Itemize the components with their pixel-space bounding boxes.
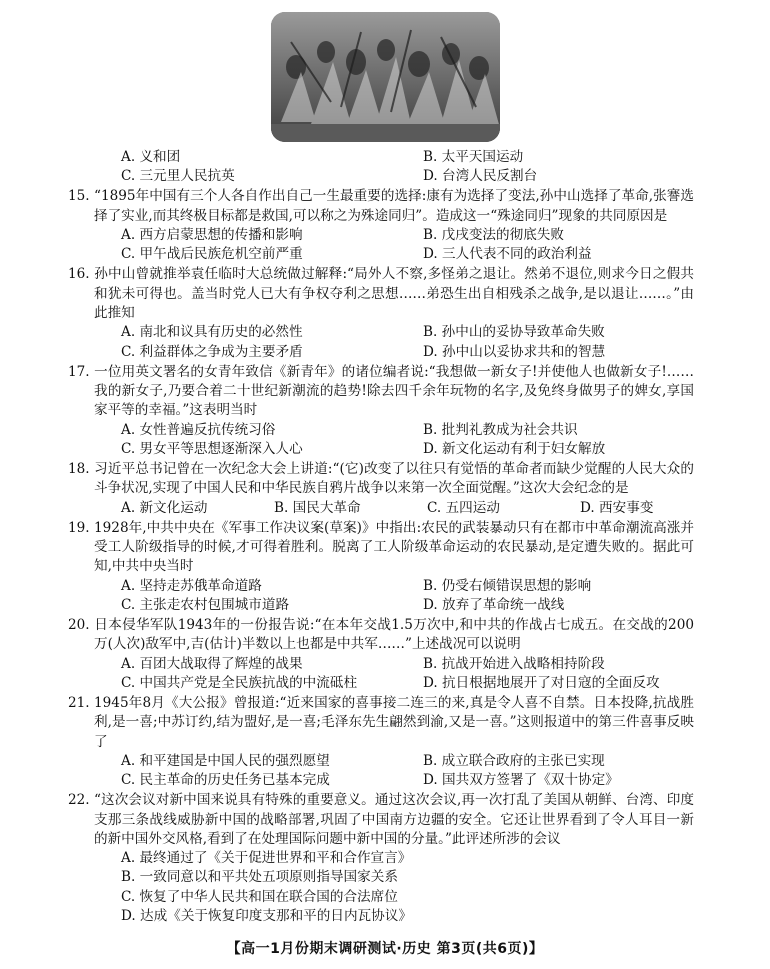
question-number: 19.: [68, 519, 90, 536]
question-16: [68, 265, 694, 361]
option-b: B. 戊戌变法的彻底失败: [423, 227, 564, 243]
q14-option-b: B. 太平天国运动: [423, 149, 524, 165]
option-d: D. 达成《关于恢复印度支那和平的日内瓦协议》: [121, 907, 412, 924]
option-d: D. 抗日根据地展开了对日寇的全面反攻: [423, 674, 660, 691]
q14-option-c: C. 三元里人民抗英: [121, 168, 235, 185]
exam-page: [68, 148, 694, 926]
option-a: A. 女性普遍反抗传统习俗: [121, 421, 276, 438]
option-d: D. 放弃了革命统一战线: [423, 596, 565, 613]
question-17: [68, 363, 694, 459]
option-b: B. 成立联合政府的主张已实现: [423, 752, 605, 769]
question-stem: 日本侵华军队1943年的一份报告说:“在本年交战1.5万次中,和中共的作战占七成五。在交战的200万(人次)敌军中,吉(估计)半数以上也都是中共军……”上述战况可以说明: [94, 617, 694, 653]
option-c: C. 恢复了中华人民共和国在联合国的合法席位: [121, 888, 398, 905]
option-c: C. 五四运动: [427, 499, 500, 516]
option-a: A. 坚持走苏俄革命道路: [121, 577, 262, 594]
option-a: A. 百团大战取得了辉煌的战果: [121, 655, 303, 672]
q14-option-d: D. 台湾人民反割台: [423, 168, 538, 185]
option-a: A. 新文化运动: [121, 499, 208, 516]
option-c: C. 男女平等思想逐渐深入人心: [121, 440, 303, 457]
question-stem: 一位用英文署名的女青年致信《新青年》的诸位编者说:“我想做一新女子!并使他人也做新女子!……我的新女子,乃要合着二十世纪新潮流的趋势!除去四千余年玩物的名字,及免终身做男子的婢女,享国家平等的幸福。”这表明当时: [94, 363, 694, 419]
question-21: [68, 694, 694, 790]
option-b: B. 孙中山的妥协导致革命失败: [423, 324, 605, 341]
question-number: 22.: [68, 792, 90, 809]
option-a: A. 西方启蒙思想的传播和影响: [121, 227, 303, 243]
question-19: [68, 519, 694, 615]
option-b: B. 一致同意以和平共处五项原则指导国家关系: [121, 869, 398, 886]
option-b: B. 仍受右倾错误思想的影响: [423, 577, 592, 594]
question-18: [68, 460, 694, 518]
option-b: B. 批判礼教成为社会共识: [423, 421, 578, 438]
option-d: D. 国共双方签署了《双十协定》: [423, 772, 619, 789]
question-stem: 1945年8月《大公报》曾报道:“近来国家的喜事接二连三的来,真是令人喜不自禁。日本投降,抗战胜利,是一喜;中苏订约,结为盟好,是一喜;毛泽东先生翩然到渝,又是一喜。”这则报道中的第三件喜事反映了: [94, 695, 694, 750]
q14-options-row-1: [94, 148, 694, 167]
question-stem: “1895年中国有三个人各自作出自己一生最重要的选择:康有为选择了变法,孙中山选择了革命,张謇选择了实业,而其终极目标都是救国,可以称之为殊途同归”。造成这一“殊途同归”现象的共同原因是: [94, 188, 694, 224]
question-number: 15.: [68, 188, 90, 205]
relief-sculpture-image: [271, 12, 500, 142]
question-number: 21.: [68, 695, 90, 712]
question-number: 16.: [68, 266, 90, 283]
q14-options-row-2: [94, 167, 694, 186]
question-22: [68, 791, 694, 926]
option-d: D. 孙中山以妥协求共和的智慧: [423, 343, 606, 360]
question-20: [68, 616, 694, 693]
question-stem: “这次会议对新中国来说具有特殊的重要意义。通过这次会议,再一次打乱了美国从朝鲜、台湾、印度支那三条战线威胁新中国的战略部署,巩固了中国南方边疆的安全。它还让世界看到了令人耳目一新的新中国外交风格,看到了在处理国际问题中新中国的分量。”此评述所涉的会议: [94, 792, 694, 847]
option-d: D. 新文化运动有利于妇女解放: [423, 440, 606, 457]
option-c: C. 中国共产党是全民族抗战的中流砥柱: [121, 674, 358, 691]
question-15: [68, 187, 694, 264]
q14-option-a: A. 义和团: [121, 149, 181, 165]
option-d: D. 三人代表不同的政治利益: [423, 246, 592, 263]
question-stem: 1928年,中共中央在《军事工作决议案(草案)》中指出:农民的武装暴动只有在都市中革命潮流高涨并受工人阶级指导的时候,才可得着胜利。脱离了工人阶级革命运动的农民暴动,是定遭失败的。据此可知,中共中央当时: [94, 519, 694, 575]
option-c: C. 利益群体之争成为主要矛盾: [121, 343, 303, 360]
option-b: B. 抗战开始进入战略相持阶段: [423, 655, 605, 672]
option-c: C. 民主革命的历史任务已基本完成: [121, 772, 330, 789]
question-number: 18.: [68, 461, 90, 477]
option-c: C. 甲午战后民族危机空前严重: [121, 246, 303, 263]
question-number: 20.: [68, 617, 90, 634]
option-a: A. 和平建国是中国人民的强烈愿望: [121, 752, 330, 769]
option-b: B. 国民大革命: [274, 499, 361, 516]
question-stem: 孙中山曾就推举袁任临时大总统做过解释:“局外人不察,多怪弟之退让。然弟不退位,则求今日之假共和犹未可得也。盖当时党人已大有争权夺利之思想……弟恐生出自相残杀之战争,是以退让……。”由此推知: [94, 266, 694, 321]
option-d: D. 西安事变: [580, 499, 654, 516]
page-footer: 【高一1月份期末调研测试·历史 第3页(共6页)】: [226, 941, 544, 957]
option-c: C. 主张走农村包围城市道路: [121, 596, 290, 613]
option-a: A. 南北和议具有历史的必然性: [121, 324, 303, 341]
question-number: 17.: [68, 363, 90, 380]
question-stem: 习近平总书记曾在一次纪念大会上讲道:“(它)改变了以往只有觉悟的革命者而缺少觉醒的人民大众的斗争状况,实现了中国人民和中华民族自鸦片战争以来第一次全面觉醒。”这次大会纪念的是: [94, 461, 694, 497]
option-a: A. 最终通过了《关于促进世界和平和合作宣言》: [121, 850, 412, 867]
